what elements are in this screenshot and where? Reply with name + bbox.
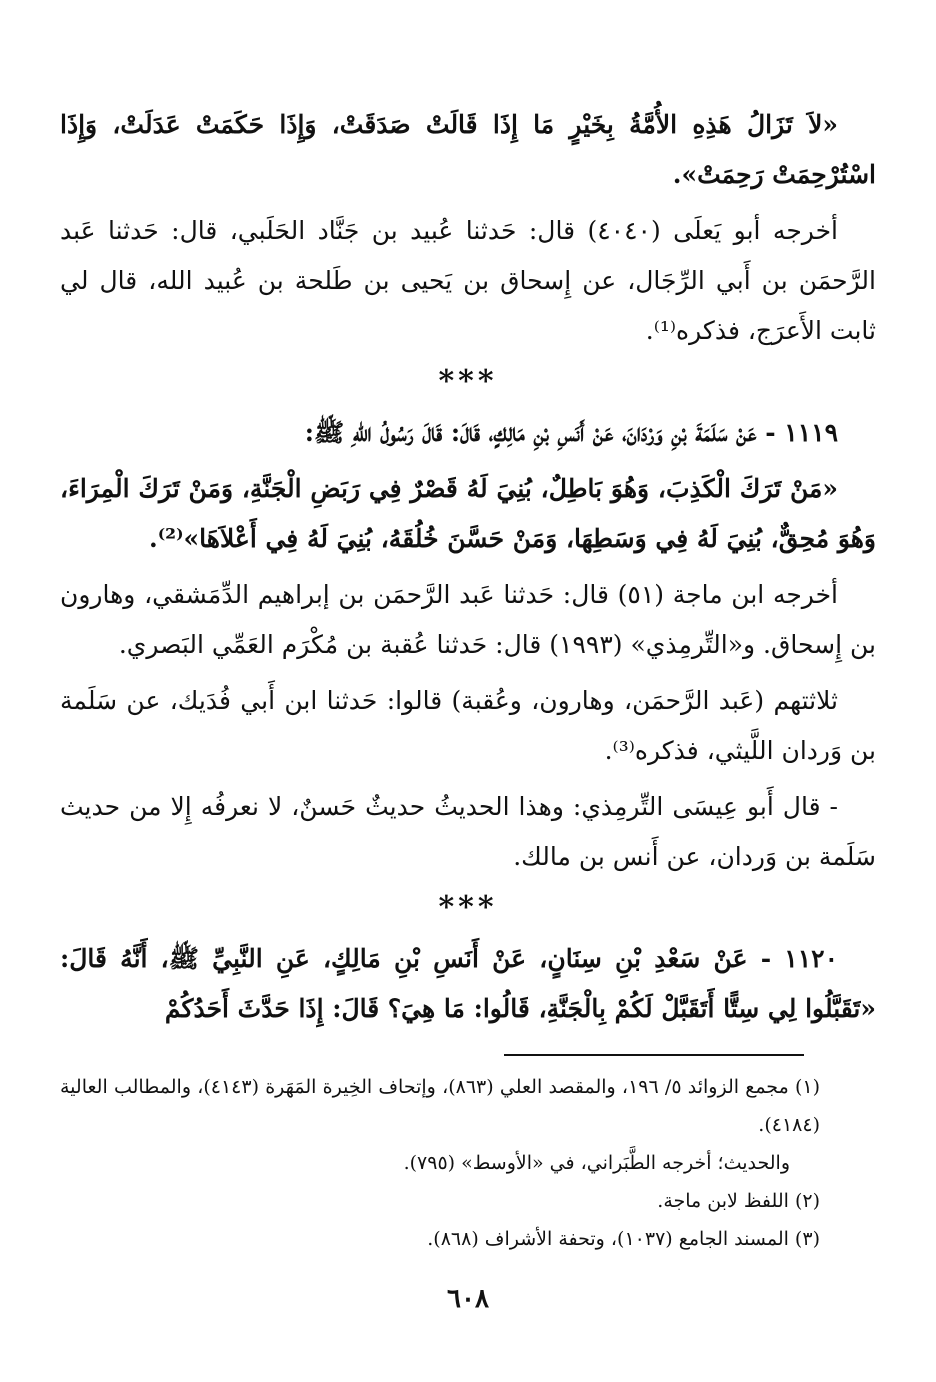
footnotes [60,1068,820,1258]
page-body [60,100,876,1040]
hadith-heading: ١١١٩ - عَنْ سَلَمَةَ بْنِ وَرْدَانَ، عَنْ أَنَسِ بْنِ مَالِكٍ، قَالَ: قَالَ رَسُولُ اللهِ ﷺ: [304,418,838,447]
page-number: ٦٠٨ [447,1284,489,1314]
footnote-2: (٢) اللفظ لابن ماجة. [657,1190,820,1212]
tirmidhi-comment: - قال أَبو عِيسَى التِّرمِذي: وهذا الحديثُ حديثٌ حَسنٌ، لا نعرفُه إِلا من حديث سَلَمة بن وَردان، عن أَنس بن مالك. [60,792,876,871]
takhrij-paragraph: أخرجه ابن ماجة (٥١) قال: حَدثنا عَبد الرَّحمَن بن إبراهيم الدِّمَشقي، وهارون بن إِسحاق. و«التِّرمِذي» (١٩٩٣) قال: حَدثنا عُقبة بن مُكْرَم العَمِّي البَصري. [60,580,876,659]
footnote-3: (٣) المسند الجامع (١٠٣٧)، وتحفة الأشراف (٨٦٨). [427,1228,820,1250]
hadith-heading: ١١٢٠ - عَنْ سَعْدِ بْنِ سِنَانٍ، عَنْ أَنَسِ بْنِ مَالِكٍ، عَنِ النَّبِيِّ ﷺ، أَنَّهُ قَالَ: «تَقَبَّلُوا لِي سِتًّا أَتَقَبَّلْ لَكُمْ بِالْجَنَّةِ، قَالُوا: مَا هِيَ؟ قَالَ: إِذَا حَدَّثَ أَحَدُكُمْ [60,944,876,1023]
section-separator: *** [438,890,498,925]
takhrij-paragraph: ثلاثتهم (عَبد الرَّحمَن، وهارون، وعُقبة) قالوا: حَدثنا ابن أَبي فُدَيك، عن سَلَمة بن وَردان اللَّيثي، فذكره⁽³⁾. [60,686,876,765]
footnote-1-continued: والحديث؛ أخرجه الطَّبَراني، في «الأوسط» (٧٩٥). [403,1152,790,1174]
footnote-rule [504,1054,804,1056]
hadith-text: «لاَ تَزَالُ هَذِهِ الأُمَّةُ بِخَيْرٍ مَا إِذَا قَالَتْ صَدَقَتْ، وَإِذَا حَكَمَتْ عَدَلَتْ، وَإِذَا اسْتُرْحِمَتْ رَحِمَتْ». [60,110,876,189]
takhrij-paragraph: أخرجه أبو يَعلَى (٤٠٤٠) قال: حَدثنا عُبيد بن جَنَّاد الحَلَبي، قال: حَدثنا عَبد الرَّحمَن بن أَبي الرِّجَال، عن إِسحاق بن يَحيى بن طَلحة بن عُبيد الله، قال لي ثابت الأَعرَج، فذكره⁽¹⁾. [60,216,876,345]
hadith-text: «مَنْ تَرَكَ الْكَذِبَ، وَهُوَ بَاطِلٌ، بُنِيَ لَهُ قَصْرٌ فِي رَبَضِ الْجَنَّةِ، وَمَنْ تَرَكَ الْمِرَاءَ، وَهُوَ مُحِقٌّ، بُنِيَ لَهُ فِي وَسَطِهَا، وَمَنْ حَسَّنَ خُلُقَهُ، بُنِيَ لَهُ فِي أَعْلاَهَا»⁽²⁾. [60,474,876,553]
section-separator: *** [438,364,498,399]
footnote-1: (١) مجمع الزوائد ٥/ ١٩٦، والمقصد العلي (٨٦٣)، وإتحاف الخِيرة المَهَرة (٤١٤٣)، والمطالب العالية (٤١٨٤). [60,1076,821,1136]
